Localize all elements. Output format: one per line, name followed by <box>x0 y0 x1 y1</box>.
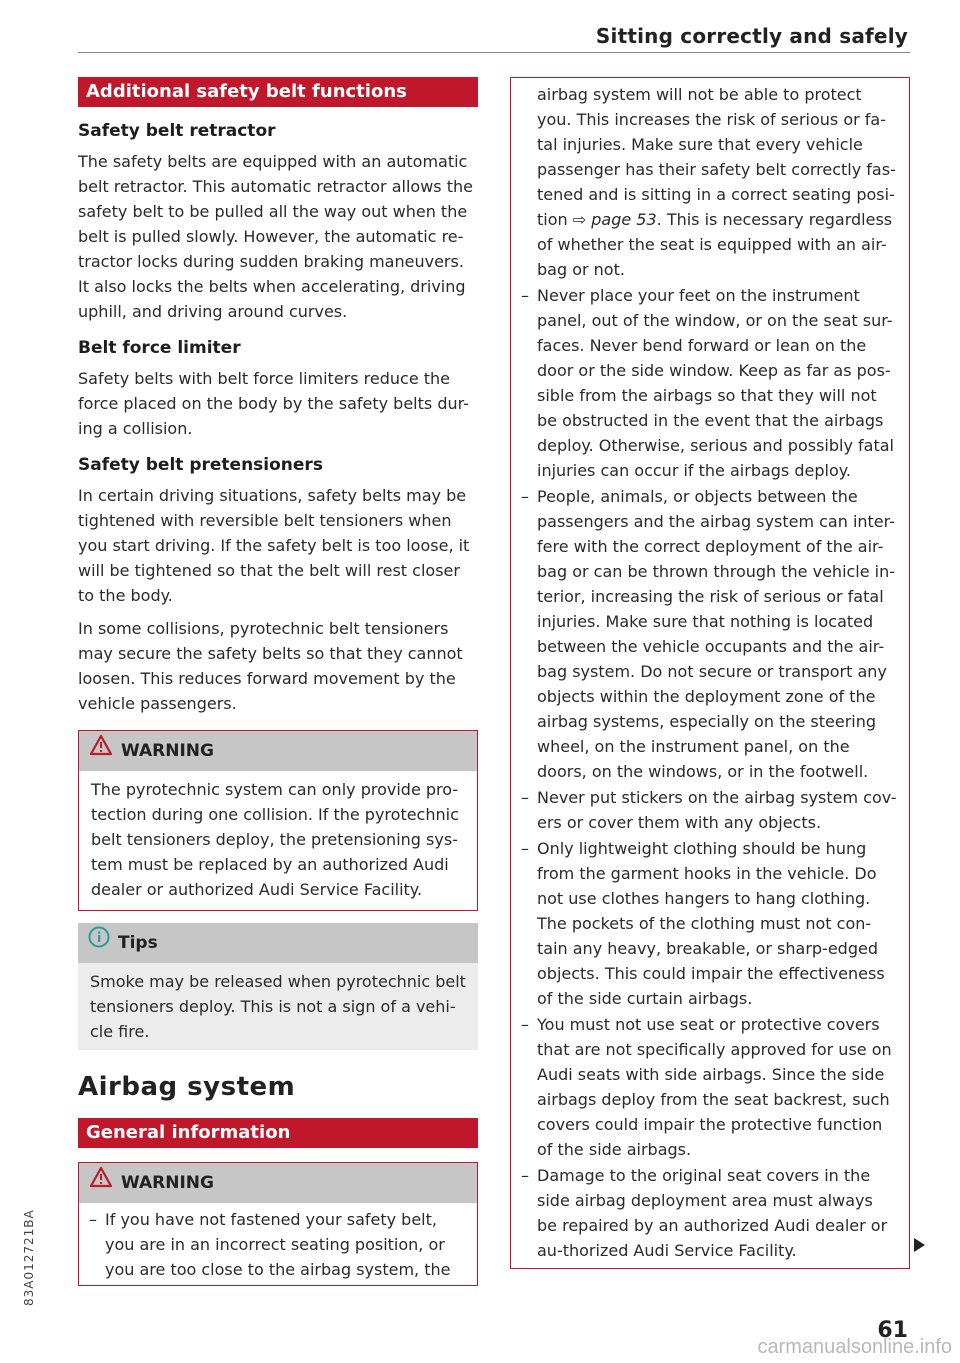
warning-text: The pyrotechnic system can only provide pro-tection during one collision. If the pyrotechnic belt tensioners deploy, the pretensioning sys-tem must be replaced by an authorized Audi dealer or authorized Audi Service Facility. <box>91 780 459 899</box>
continued-text-end: . This is necessary regardless of whether the seat is equipped with an air-bag or not. <box>537 210 893 279</box>
warning-header <box>79 731 477 771</box>
paragraph-pretensioners-2: In some collisions, pyrotechnic belt tensioners may secure the safety belts so that they cannot loosen. This reduces forward movement by the vehicle passengers. <box>78 619 463 713</box>
watermark: carmanualsonline.info <box>757 1336 952 1358</box>
tips-header <box>78 923 478 963</box>
section-band-general: General information <box>78 1118 478 1148</box>
warning-triangle-icon <box>89 1163 113 1203</box>
left-column <box>78 77 478 1286</box>
warning-title: WARNING <box>121 741 214 761</box>
page-number: 61 <box>877 1318 908 1343</box>
warning-box-airbag <box>78 1162 478 1286</box>
heading-airbag-system: Airbag system <box>78 1072 296 1102</box>
heading-belt-retractor: Safety belt retractor <box>78 121 276 141</box>
list-item: – Damage to the original seat covers in the side airbag deployment area must always be repaired by an authorized Audi dealer or au-thorized Audi Service Facility. <box>511 1163 897 1263</box>
section-band-additional: Additional safety belt functions <box>78 77 478 107</box>
warning-triangle-icon <box>89 731 113 771</box>
warning-box-pyrotechnic <box>78 730 478 911</box>
heading-pretensioners: Safety belt pretensioners <box>78 455 323 475</box>
list-item: – If you have not fastened your safety belt, you are in an incorrect seating position, or you are too close to the airbag system, the <box>79 1207 465 1282</box>
warning-title: WARNING <box>121 1173 214 1193</box>
warning-box-airbag-continued <box>510 77 910 1269</box>
right-column <box>510 77 910 1269</box>
list-item-continued <box>511 82 897 282</box>
tips-text: Smoke may be released when pyrotechnic belt tensioners deploy. This is not a sign of a vehi-cle fire. <box>90 972 466 1041</box>
tips-box <box>78 923 478 1050</box>
list-item: – People, animals, or objects between the passengers and the airbag system can inter-fere with the correct deployment of the air-bag or can be thrown through the vehicle in-terior, increasing the risk of serious or fatal injuries. Make sure that nothing is located between the vehicle occupants and the air-bag system. Do not secure or transport any objects within the deployment zone of the airbag systems, especially on the steering wheel, on the instrument panel, on the doors, on the windows, or in the footwell. <box>511 484 897 784</box>
page-reference-link[interactable]: ⇨ page 53 <box>572 210 657 229</box>
heading-force-limiter: Belt force limiter <box>78 338 241 358</box>
paragraph-pretensioners-1: In certain driving situations, safety belts may be tightened with reversible belt tensioners when you start driving. If the safety belt is too loose, it will be tightened so that the belt will rest closer to the body. <box>78 486 470 605</box>
continue-arrow-icon <box>914 1238 925 1252</box>
header-divider <box>78 52 910 53</box>
warning-header <box>79 1163 477 1203</box>
info-icon <box>88 923 110 963</box>
paragraph-force-limiter: Safety belts with belt force limiters reduce the force placed on the body by the safety belts dur-ing a collision. <box>78 369 469 438</box>
tips-title: Tips <box>118 933 158 953</box>
list-item: – Never place your feet on the instrument panel, out of the window, or on the seat sur-faces. Never bend forward or lean on the door or the side window. Keep as far as pos-sible from the airbags so that they will not be obstructed in the event that the airbags deploy. Otherwise, serious and possibly fatal injuries can occur if the airbags deploy. <box>511 283 897 483</box>
document-code: 83A012721BA <box>22 1209 36 1306</box>
list-item: – You must not use seat or protective covers that are not specifically approved for use on Audi seats with side airbags. Since the side airbags deploy from the seat backrest, such covers could impair the protective function of the side airbags. <box>511 1012 897 1162</box>
page-header-title: Sitting correctly and safely <box>595 24 908 48</box>
list-item: – Never put stickers on the airbag system cov-ers or cover them with any objects. <box>511 785 897 835</box>
list-item: – Only lightweight clothing should be hung from the garment hooks in the vehicle. Do not use clothes hangers to hang clothing. The pockets of the clothing must not con-tain any heavy, breakable, or sharp-edged objects. This could impair the effectiveness of the side curtain airbags. <box>511 836 897 1011</box>
paragraph-belt-retractor: The safety belts are equipped with an automatic belt retractor. This automatic retractor allows the safety belt to be pulled all the way out when the belt is pulled slowly. However, the automatic re-tractor locks during sudden braking maneuvers. It also locks the belts when accelerating, driving uphill, and driving around curves. <box>78 152 473 321</box>
continued-text: airbag system will not be able to protect you. This increases the risk of serious or fa-tal injuries. Make sure that every vehicle passenger has their safety belt correctly fas-tened and is sitting in a correct seating posi-tion <box>537 85 896 229</box>
